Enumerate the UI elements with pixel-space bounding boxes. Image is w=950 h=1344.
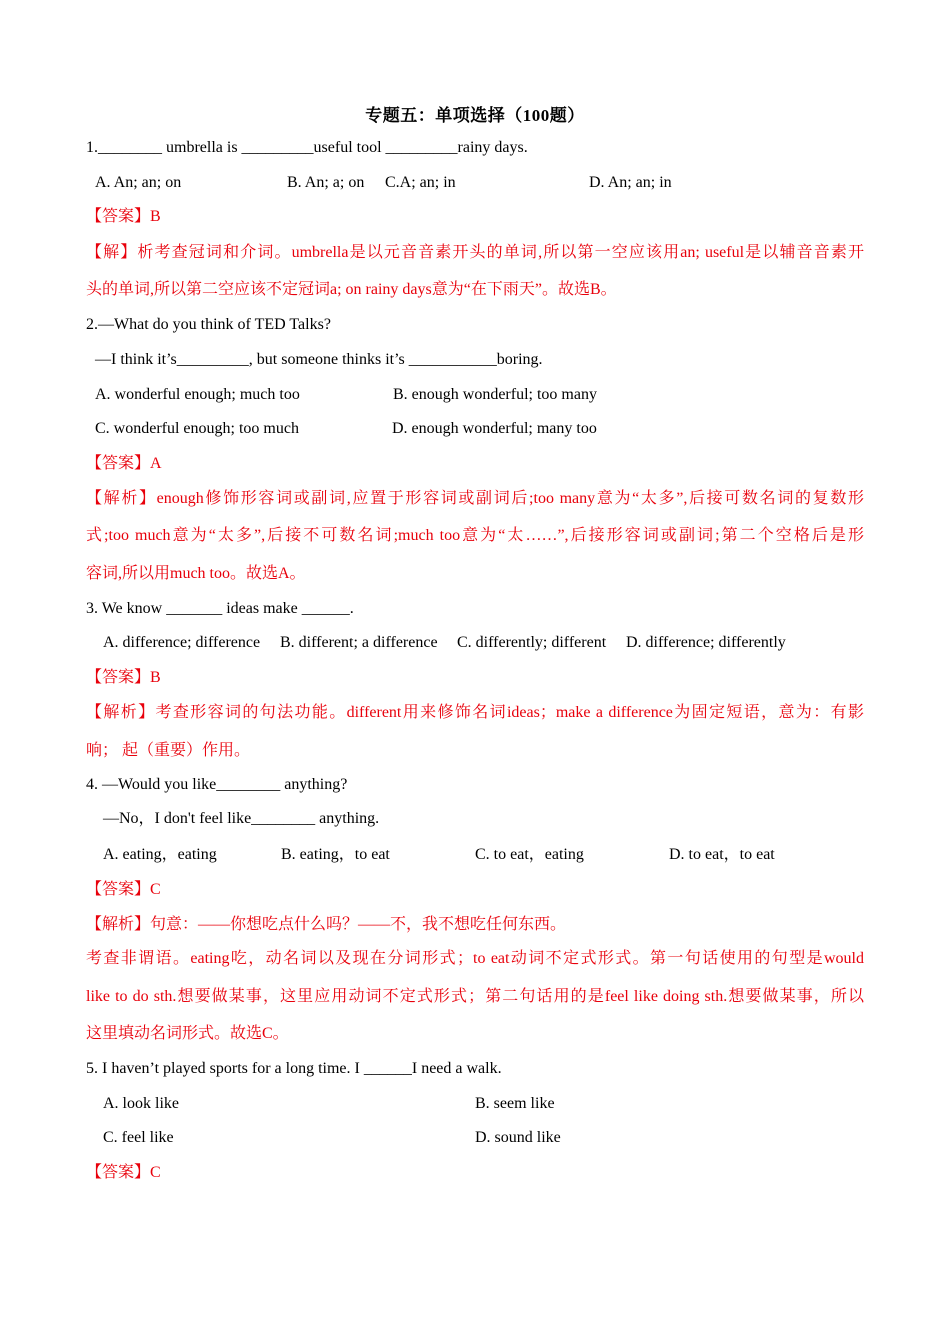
question-5-option-b: B. seem like — [475, 1095, 555, 1112]
question-2-explanation-line-1: 【解析】enough修饰形容词或副词,应置于形容词或副词后;too many意为“太多”,后接可数名词的复数形 — [86, 490, 864, 507]
question-3-answer: 【答案】B — [86, 669, 161, 686]
question-4-explanation-line-2: 考查非谓语。eating吃，动名词以及现在分词形式；to eat动词不定式形式。第一句话使用的句型是would — [86, 950, 864, 967]
question-1-option-d: D. An; an; in — [589, 174, 672, 191]
question-2-explanation-line-3: 容词,所以用much too。故选A。 — [86, 565, 306, 582]
question-5-option-c: C. feel like — [103, 1129, 174, 1146]
question-1-answer: 【答案】B — [86, 208, 161, 225]
question-2-option-a: A. wonderful enough; much too — [95, 386, 300, 403]
question-4-stem-line-2: —No，I don't feel like________ anything. — [103, 810, 380, 827]
question-2-stem-line-2: —I think it’s_________, but someone thinks it’s ___________boring. — [95, 351, 543, 368]
question-1-option-c: C.A; an; in — [385, 174, 456, 191]
question-4-explanation-line-4: 这里填动名词形式。故选C。 — [86, 1025, 289, 1042]
question-4-option-b: B. eating，to eat — [281, 846, 390, 863]
question-3-option-c: C. differently; different — [457, 634, 607, 651]
question-1-explanation-line-2: 头的单词,所以第二空应该不定冠词a; on rainy days意为“在下雨天”。故选B。 — [86, 281, 617, 298]
question-5-option-d: D. sound like — [475, 1129, 561, 1146]
question-3-explanation-line-1: 【解析】考查形容词的句法功能。different用来修饰名词ideas；make a difference为固定短语，意为：有影 — [86, 704, 864, 721]
question-2-explanation-line-2: 式;too much意为“太多”,后接不可数名词;much too意为“太……”,后接形容词或副词;第二个空格后是形 — [86, 527, 864, 544]
question-3-option-d: D. difference; differently — [626, 634, 786, 651]
question-5-answer: 【答案】C — [86, 1164, 161, 1181]
question-3-option-a: A. difference; difference — [103, 634, 261, 651]
question-1-stem: 1.________ umbrella is _________useful tool _________rainy days. — [86, 139, 528, 156]
question-3-option-b: B. different; a difference — [280, 634, 438, 651]
page-title: 专题五：单项选择（100题） — [365, 106, 585, 125]
question-1-option-b: B. An; a; on — [287, 174, 365, 191]
question-1-explanation-line-1: 【解】析考查冠词和介词。umbrella是以元音音素开头的单词,所以第一空应该用an; useful是以辅音音素开 — [86, 244, 864, 261]
question-3-stem: 3. We know _______ ideas make ______. — [86, 600, 354, 617]
question-4-stem-line-1: 4. —Would you like________ anything? — [86, 776, 348, 793]
question-4-option-c: C. to eat，eating — [475, 846, 584, 863]
question-3-explanation-line-2: 响； 起（重要）作用。 — [86, 742, 251, 759]
question-2-answer: 【答案】A — [86, 455, 162, 472]
question-2-stem-line-1: 2.—What do you think of TED Talks? — [86, 316, 331, 333]
question-5-stem: 5. I haven’t played sports for a long time. I ______I need a walk. — [86, 1060, 502, 1077]
question-4-answer: 【答案】C — [86, 881, 161, 898]
question-2-option-b: B. enough wonderful; too many — [393, 386, 597, 403]
question-2-option-d: D. enough wonderful; many too — [392, 420, 597, 437]
question-2-option-c: C. wonderful enough; too much — [95, 420, 299, 437]
question-4-explanation-line-1: 【解析】句意：——你想吃点什么吗？——不，我不想吃任何东西。 — [86, 916, 567, 933]
question-4-explanation-line-3: like to do sth.想要做某事，这里应用动词不定式形式；第二句话用的是feel like doing sth.想要做某事，所以 — [86, 988, 864, 1005]
question-4-option-a: A. eating，eating — [103, 846, 217, 863]
question-5-option-a: A. look like — [103, 1095, 179, 1112]
question-1-option-a: A. An; an; on — [95, 174, 182, 191]
question-4-option-d: D. to eat，to eat — [669, 846, 775, 863]
